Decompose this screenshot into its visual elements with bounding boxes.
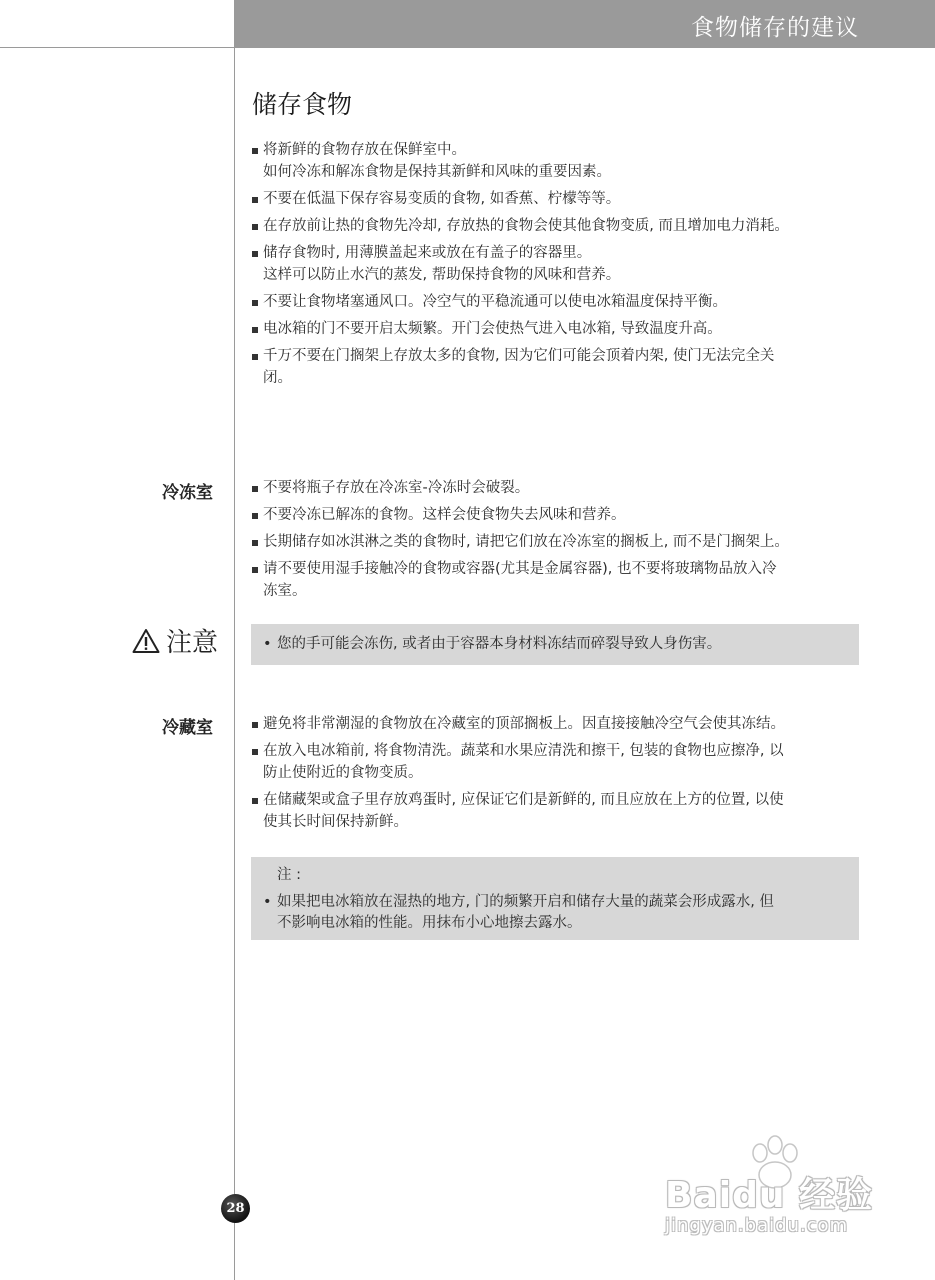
list-item: 在存放前让热的食物先冷却, 存放热的食物会使其他食物变质, 而且增加电力消耗。 — [250, 215, 855, 237]
freezer-label: 冷冻室 — [162, 483, 213, 503]
margin-divider — [234, 48, 235, 1280]
watermark-url: jingyan.baidu.com — [665, 1215, 849, 1236]
general-tips-list — [250, 139, 855, 394]
list-item: 不要冷冻已解冻的食物。这样会使食物失去风味和营养。 — [250, 504, 855, 526]
page-number: 28 — [221, 1194, 250, 1223]
watermark-brand: Baidu 经验 — [665, 1175, 874, 1216]
caution-box — [251, 624, 859, 665]
list-item: 千万不要在门搁架上存放太多的食物, 因为它们可能会顶着内架, 使门无法完全关 闭。 — [250, 345, 855, 389]
caution-text: • 您的手可能会冻伤, 或者由于容器本身材料冻结而碎裂导致人身伤害。 — [263, 634, 871, 655]
warning-triangle-icon — [132, 628, 160, 654]
list-item: 电冰箱的门不要开启太频繁。开门会使热气进入电冰箱, 导致温度升高。 — [250, 318, 855, 340]
header-rule — [0, 47, 234, 48]
list-item: 储存食物时, 用薄膜盖起来或放在有盖子的容器里。 这样可以防止水汽的蒸发, 帮助保持食物的风味和营养。 — [250, 242, 855, 286]
header-title: 食物储存的建议 — [691, 15, 859, 41]
fridge-tips-list — [250, 713, 855, 838]
header-bar — [234, 0, 935, 48]
list-item: 不要让食物堵塞通风口。冷空气的平稳流通可以使电冰箱温度保持平衡。 — [250, 291, 855, 313]
freezer-tips-list — [250, 477, 855, 607]
list-item: 不要将瓶子存放在冷冻室-冷冻时会破裂。 — [250, 477, 855, 499]
caution-heading — [132, 622, 218, 659]
note-text: • 如果把电冰箱放在湿热的地方, 门的频繁开启和储存大量的蔬菜会形成露水, 但 不影响电冰箱的性能。用抹布小心地擦去露水。 — [263, 892, 871, 934]
note-box — [251, 857, 859, 940]
list-item: 在储藏架或盒子里存放鸡蛋时, 应保证它们是新鲜的, 而且应放在上方的位置, 以使 使其长时间保持新鲜。 — [250, 789, 855, 833]
list-item: 请不要使用湿手接触冷的食物或容器(尤其是金属容器), 也不要将玻璃物品放入冷 冻室。 — [250, 558, 855, 602]
note-label: 注 : — [277, 867, 301, 883]
list-item: 不要在低温下保存容易变质的食物, 如香蕉、柠檬等等。 — [250, 188, 855, 210]
list-item: 避免将非常潮湿的食物放在冷藏室的顶部搁板上。因直接接触冷空气会使其冻结。 — [250, 713, 855, 735]
caution-label: 注意 — [166, 628, 219, 658]
list-item: 长期储存如冰淇淋之类的食物时, 请把它们放在冷冻室的搁板上, 而不是门搁架上。 — [250, 531, 855, 553]
list-item: 将新鲜的食物存放在保鲜室中。 如何冷冻和解冻食物是保持其新鲜和风味的重要因素。 — [250, 139, 855, 183]
fridge-label: 冷藏室 — [162, 718, 213, 738]
section-title: 储存食物 — [252, 90, 353, 119]
baidu-watermark — [665, 1135, 885, 1245]
list-item: 在放入电冰箱前, 将食物清洗。蔬菜和水果应清洗和擦干, 包装的食物也应擦净, 以 防止使附近的食物变质。 — [250, 740, 855, 784]
